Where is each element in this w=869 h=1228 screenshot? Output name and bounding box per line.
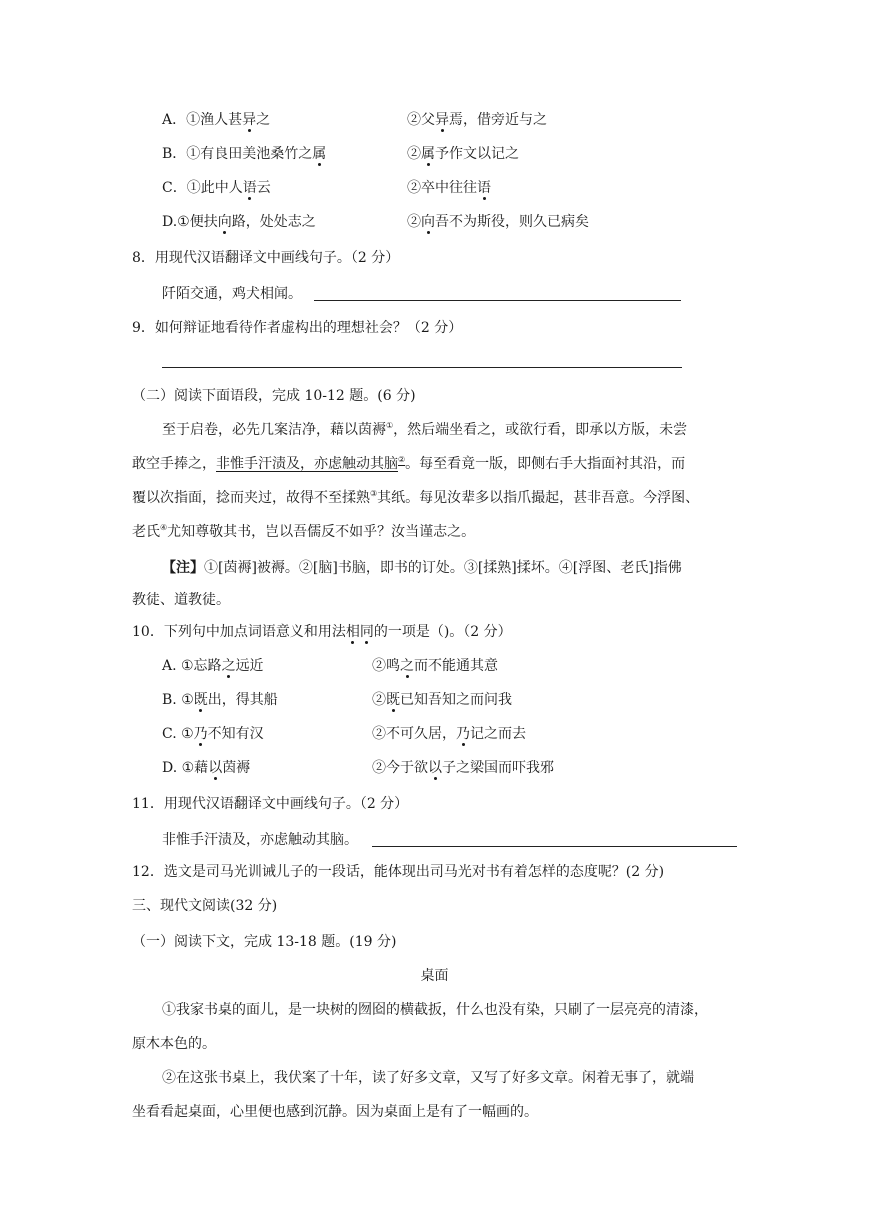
passage-line-2: 敢空手捧之，非惟手汗渍及，亦虑触动其脑②。每至看竟一版，即侧右手大指面衬其沿，而 [132, 455, 686, 472]
article-title: 桌面 [420, 968, 449, 984]
notes-line-2: 教徒、道教徒。 [132, 592, 230, 608]
article-p1-line-1: ①我家书桌的面儿，是一块树的囫囵的横截扳，什么也没有染，只刷了一层亮亮的清漆， [162, 1002, 708, 1018]
article-p2-line-1: ②在这张书桌上，我伏案了十年，读了好多文章，又写了好多文章。闲着无事了，就端 [162, 1070, 694, 1086]
q8-answer-line[interactable] [314, 300, 681, 301]
section2-heading: （二）阅读下面语段，完成 10-12 题。(6 分) [132, 388, 416, 404]
passage-line-4: 老氏④尤知尊敬其书，岂以吾儒反不如乎？汝当谨志之。 [132, 523, 476, 540]
q7-option-b2: ②属予作文以记之 [407, 146, 519, 162]
q10-option-c1: C. ①乃不知有汉 [162, 726, 264, 742]
q7-option-c2: ②卒中往往语 [407, 180, 491, 196]
q12-stem: 12．选文是司马光训诫儿子的一段话，能体现出司马光对书有着怎样的态度呢？(2 分) [132, 864, 665, 880]
q7-option-c1: C．①此中人语云 [162, 180, 271, 196]
article-p1-line-2: 原木本色的。 [132, 1036, 216, 1052]
notes-line-1: 【注】①[茵褥]被褥。②[脑]书脑，即书的订处。③[揉熟]揉坏。④[浮图、老氏]指佛 [162, 560, 682, 576]
q7-option-d2: ②向吾不为斯役，则久已病矣 [407, 214, 589, 230]
part3-subheading: （一）阅读下文，完成 13-18 题。(19 分) [132, 934, 397, 950]
q10-option-d2: ②今于欲以子之梁国而吓我邪 [372, 760, 554, 776]
q10-option-a2: ②鸣之而不能通其意 [372, 658, 498, 674]
q7-option-b1: B．①有良田美池桑竹之属 [162, 146, 327, 162]
q11-answer-line[interactable] [372, 846, 737, 847]
part3-heading: 三、现代文阅读(32 分) [132, 898, 278, 914]
q7-option-a1: A．①渔人甚异之 [162, 112, 271, 128]
q10-option-b2: ②既已知吾知之而问我 [372, 692, 512, 708]
q10-option-b1: B. ①既出，得其船 [162, 692, 278, 708]
q10-option-a1: A. ①忘路之远近 [162, 658, 264, 674]
q11-stem: 11．用现代汉语翻译文中画线句子。（2 分） [132, 796, 409, 812]
q8-sentence: 阡陌交通，鸡犬相闻。 [162, 286, 302, 302]
underlined-sentence: 非惟手汗渍及，亦虑触动其脑 [216, 456, 398, 472]
q8-stem: 8．用现代汉语翻译文中画线句子。（2 分） [132, 250, 400, 266]
passage-line-3: 覆以次指面，捻而夹过，故得不至揉熟③其纸。每见汝辈多以指爪撮起，甚非吾意。今浮图、 [132, 489, 700, 506]
passage-line-1: 至于启卷，必先几案洁净，藉以茵褥①，然后端坐看之，或欲行看，即承以方版，未尝 [162, 421, 688, 438]
q7-option-a2: ②父异焉，借旁近与之 [407, 112, 547, 128]
q10-stem: 10．下列句中加点词语意义和用法相同的一项是（)。（2 分） [132, 624, 512, 640]
q9-answer-line[interactable] [162, 367, 682, 368]
q7-option-d1: D.①便扶向路，处处志之 [162, 214, 316, 230]
article-p2-line-2: 坐看看起桌面，心里便也感到沉静。因为桌面上是有了一幅画的。 [132, 1104, 538, 1120]
q10-option-d1: D. ①藉以茵褥 [162, 760, 251, 776]
q10-option-c2: ②不可久居，乃记之而去 [372, 726, 526, 742]
q11-sentence: 非惟手汗渍及，亦虑触动其脑。 [162, 832, 358, 848]
q9-stem: 9．如何辩证地看待作者虚构出的理想社会？（2 分） [132, 320, 463, 336]
